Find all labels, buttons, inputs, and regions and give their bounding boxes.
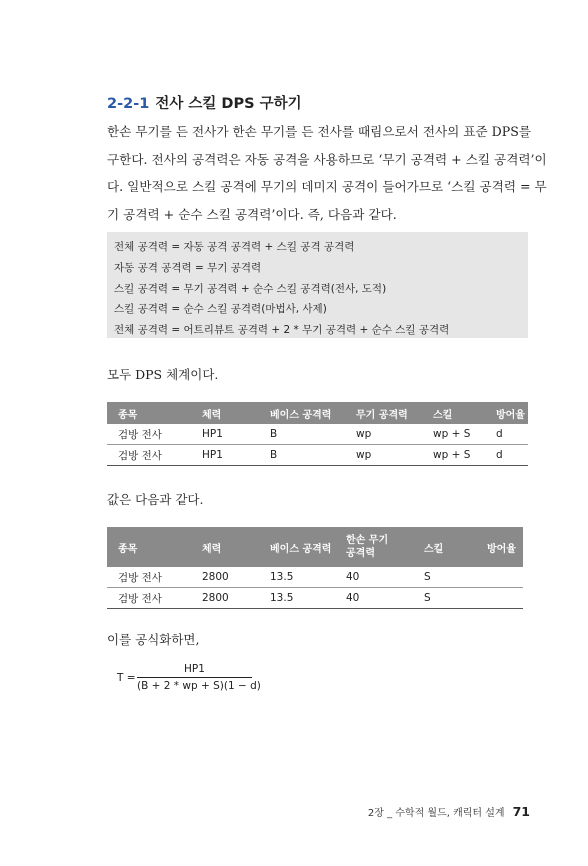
formula-line: 전체 공격력 = 어트리뷰트 공격력 + 2 * 무기 공격력 + 순수 스킬 공격력 — [114, 324, 450, 337]
note-values: 값은 다음과 같다. — [107, 492, 204, 507]
table-cell — [476, 588, 523, 609]
table-header-cell — [335, 527, 413, 567]
table-row — [107, 424, 528, 445]
table-header-cell: 체력 — [191, 402, 259, 424]
chapter-title: 2장 _ 수학적 월드, 캐릭터 설계 — [367, 808, 505, 819]
table-cell: 검방 전사 — [107, 445, 191, 466]
table-header-cell: 종목 — [107, 527, 191, 567]
header-line: 한손 무기 — [346, 535, 389, 546]
table-header-cell: 방어율 — [485, 402, 528, 424]
formula-lhs: T = — [117, 672, 136, 684]
formula-fraction — [137, 663, 261, 693]
table-cell: d — [485, 424, 528, 445]
formula-line: 스킬 공격력 = 순수 스킬 공격력(마법사, 사제) — [114, 303, 327, 316]
table-cell: B — [259, 424, 345, 445]
section-number: 2-2-1 — [107, 96, 150, 112]
intro-paragraph — [107, 118, 547, 228]
formula-line: 스킬 공격력 = 무기 공격력 + 순수 스킬 공격력(전사, 도적) — [114, 282, 387, 295]
table-cell: 검방 전사 — [107, 588, 191, 609]
table-header-cell: 베이스 공격력 — [259, 527, 335, 567]
formula-denominator: (B + 2 * wp + S)(1 − d) — [137, 680, 261, 692]
intro-line: 한손 무기를 든 전사가 한손 무기를 든 전사를 때림으로서 전사의 표준 DPS를 — [107, 124, 532, 139]
table-cell: 40 — [335, 588, 413, 609]
table-header-row — [107, 402, 528, 424]
table-header-cell: 베이스 공격력 — [259, 402, 345, 424]
table-header-cell: 종목 — [107, 402, 191, 424]
table-cell — [476, 567, 523, 588]
formula-numerator: HP1 — [184, 663, 205, 675]
table-cell: 40 — [335, 567, 413, 588]
note-dps-system: 모두 DPS 체계이다. — [107, 367, 219, 382]
formula-line: 자동 공격 공격력 = 무기 공격력 — [114, 261, 262, 274]
table-cell: HP1 — [191, 445, 259, 466]
header-line: 공격력 — [346, 548, 375, 559]
table-row — [107, 445, 528, 466]
table-cell: 13.5 — [259, 588, 335, 609]
table-cell: 검방 전사 — [107, 424, 191, 445]
table-row — [107, 567, 523, 588]
table-dps-system — [107, 402, 528, 466]
page-footer — [368, 804, 530, 819]
table-header-row — [107, 527, 523, 567]
table-header-cell: 스킬 — [422, 402, 485, 424]
fraction-bar — [137, 677, 252, 678]
table-cell: B — [259, 445, 345, 466]
table-row — [107, 588, 523, 609]
table-cell: wp + S — [422, 424, 485, 445]
table-header-cell: 스킬 — [413, 527, 476, 567]
intro-line: 기 공격력 + 순수 스킬 공격력’이다. 즉, 다음과 같다. — [107, 206, 397, 222]
table-cell: wp — [345, 445, 422, 466]
table-cell: wp + S — [422, 445, 485, 466]
table-values — [107, 527, 523, 609]
intro-line: 구한다. 전사의 공격력은 자동 공격을 사용하므로 ‘무기 공격력 + 스킬 공격력’이 — [107, 151, 547, 167]
table-cell: d — [485, 445, 528, 466]
table-cell: HP1 — [191, 424, 259, 445]
table-header-cell: 무기 공격력 — [345, 402, 422, 424]
table-cell: wp — [345, 424, 422, 445]
table-cell: S — [413, 567, 476, 588]
table-header-cell: 체력 — [191, 527, 259, 567]
table-cell: 검방 전사 — [107, 567, 191, 588]
table-cell: 13.5 — [259, 567, 335, 588]
table-cell: 2800 — [191, 567, 259, 588]
formula-line: 전체 공격력 = 자동 공격 공격력 + 스킬 공격 공격력 — [114, 241, 355, 253]
note-formalize: 이를 공식화하면, — [107, 632, 200, 647]
section-title: 전사 스킬 DPS 구하기 — [155, 96, 302, 112]
section-heading — [107, 92, 302, 113]
table-cell: S — [413, 588, 476, 609]
table-header-cell: 방어율 — [476, 527, 523, 567]
formula-box — [107, 232, 528, 338]
table-cell: 2800 — [191, 588, 259, 609]
page-number: 71 — [512, 804, 530, 819]
intro-line: 다. 일반적으로 스킬 공격에 무기의 데미지 공격이 들어가므로 ‘스킬 공격력 = 무 — [107, 179, 547, 194]
